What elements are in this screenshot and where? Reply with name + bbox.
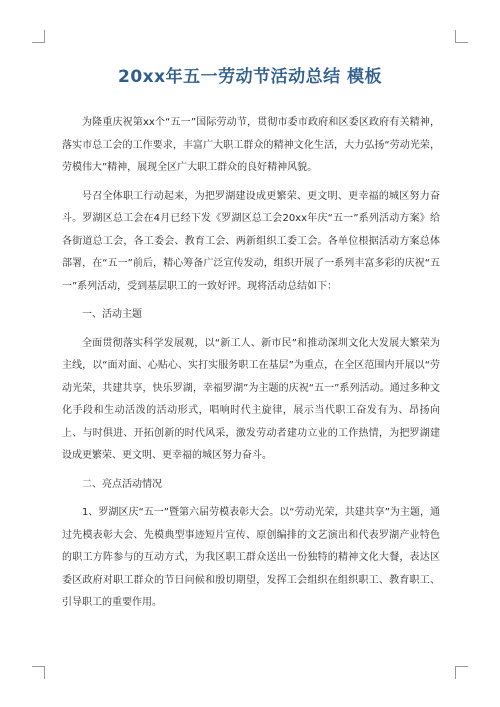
section-heading-highlights: 二、亮点活动情况 bbox=[82, 478, 162, 490]
crop-mark-bottom-right bbox=[455, 666, 468, 679]
crop-mark-top-left bbox=[32, 30, 45, 43]
section-paragraph-theme: 全面贯彻落实科学发展观，以“新工人、新市民”和推动深圳文化大发展大繁荣为主线，以“面对面、心贴心、实打实服务职工在基层”为重点，在全区范围内开展以“劳动光荣，共建共享，快乐罗湖，幸福罗湖”为主题的庆祝“五一”系列活动。通过多种文化手段和生动活泼的活动形式，唱响时代主旋律，展示当代职工奋发有为、昂扬向上、与时俱进、开拓创新的时代风采，激发劳动者建功立业的工作热情，为把罗湖建设成更繁荣、更文明、更幸福的城区努力奋斗。 bbox=[62, 337, 440, 461]
document-body bbox=[62, 112, 440, 621]
crop-mark-top-right bbox=[455, 30, 468, 43]
intro-paragraph-2: 号召全体职工行动起来，为把罗湖建设成更繁荣、更文明、更幸福的城区努力奋斗。罗湖区总工会在4月已经下发《罗湖区总工会20xx年庆“五一”系列活动方案》给各街道总工会，各工委会、教育工会、两新组织工委工会。各单位根据活动方案总体部署，在“五一”前后，精心筹备广泛宣传发动，组织开展了一系列丰富多彩的庆祝“五一”系列活动，受到基层职工的一致好评。现将活动总结如下： bbox=[62, 190, 440, 292]
section-paragraph-highlights: 1、罗湖区庆“五一”暨第六届劳模表彰大会。以“劳动光荣，共建共享”为主题，通过先模表彰大会、先模典型事迹短片宣传、原创编排的文艺演出和代表罗湖产业特色的职工方阵参与的互动方式，为我区职工群众送出一份独特的精神文化大餐，表达区委区政府对职工群众的节日问候和殷切期望，发挥工会组织在组织职工、教育职工、引导职工的重要作用。 bbox=[62, 507, 440, 608]
crop-mark-bottom-left bbox=[32, 666, 45, 679]
section-heading-theme: 一、活动主题 bbox=[82, 309, 142, 320]
intro-paragraph-1: 为隆重庆祝第xx个“五一”国际劳动节，贯彻市委市政府和区委区政府有关精神，落实市总工会的工作要求，丰富广大职工群众的精神文化生活，大力弘扬“劳动光荣，劳模伟大”精神，展现全区广大职工群众的良好精神风貌。 bbox=[62, 117, 440, 173]
document-title: 20xx年五一劳动节活动总结 模板 bbox=[117, 67, 382, 87]
